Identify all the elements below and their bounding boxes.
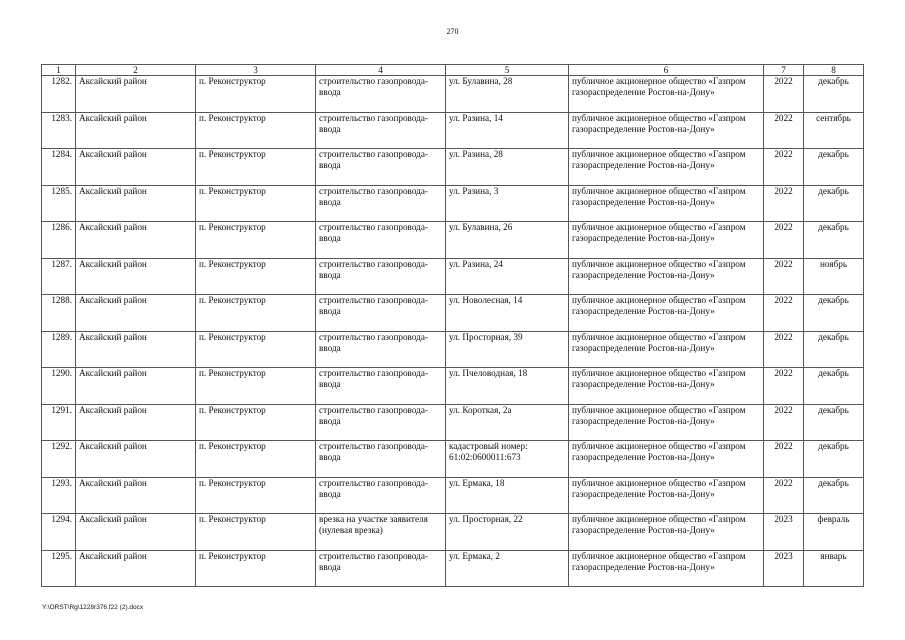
year-cell: 2022 — [764, 185, 804, 222]
month-cell: декабрь — [804, 368, 864, 405]
row-number: 1292. — [42, 441, 76, 478]
table-row — [42, 222, 864, 259]
organization-cell: публичное акционерное общество «Газпром газораспределение Ростов-на-Дону» — [569, 258, 764, 295]
organization-cell: публичное акционерное общество «Газпром газораспределение Ростов-на-Дону» — [569, 222, 764, 259]
year-cell: 2022 — [764, 149, 804, 186]
work-cell: строительство газопровода-ввода — [316, 477, 446, 514]
year-cell: 2022 — [764, 112, 804, 149]
year-cell: 2022 — [764, 331, 804, 368]
work-cell: строительство газопровода-ввода — [316, 295, 446, 332]
work-cell: строительство газопровода-ввода — [316, 149, 446, 186]
address-cell: ул. Булавина, 26 — [446, 222, 569, 259]
header-cell: 7 — [764, 65, 804, 76]
header-cell: 4 — [316, 65, 446, 76]
work-cell: строительство газопровода-ввода — [316, 112, 446, 149]
table-row — [42, 441, 864, 478]
row-number: 1283. — [42, 112, 76, 149]
work-cell: строительство газопровода-ввода — [316, 76, 446, 113]
row-number: 1291. — [42, 404, 76, 441]
district-cell: Аксайский район — [76, 514, 196, 551]
month-cell: январь — [804, 550, 864, 587]
organization-cell: публичное акционерное общество «Газпром газораспределение Ростов-на-Дону» — [569, 331, 764, 368]
organization-cell: публичное акционерное общество «Газпром газораспределение Ростов-на-Дону» — [569, 404, 764, 441]
settlement-cell: п. Реконструктор — [196, 404, 316, 441]
row-number: 1294. — [42, 514, 76, 551]
table-row — [42, 149, 864, 186]
year-cell: 2022 — [764, 404, 804, 441]
work-cell: строительство газопровода-ввода — [316, 368, 446, 405]
month-cell: декабрь — [804, 76, 864, 113]
district-cell: Аксайский район — [76, 295, 196, 332]
month-cell: февраль — [804, 514, 864, 551]
row-number: 1286. — [42, 222, 76, 259]
district-cell: Аксайский район — [76, 149, 196, 186]
settlement-cell: п. Реконструктор — [196, 222, 316, 259]
table-row — [42, 331, 864, 368]
address-cell: ул. Просторная, 22 — [446, 514, 569, 551]
address-cell: ул. Новолесная, 14 — [446, 295, 569, 332]
address-cell: ул. Разина, 3 — [446, 185, 569, 222]
row-number: 1290. — [42, 368, 76, 405]
settlement-cell: п. Реконструктор — [196, 76, 316, 113]
file-path-footer: Y:\ORST\Rg\1228r376.f22 (2).docx — [42, 604, 144, 611]
year-cell: 2022 — [764, 368, 804, 405]
year-cell: 2023 — [764, 514, 804, 551]
row-number: 1288. — [42, 295, 76, 332]
year-cell: 2022 — [764, 441, 804, 478]
work-cell: строительство газопровода-ввода — [316, 258, 446, 295]
month-cell: декабрь — [804, 185, 864, 222]
year-cell: 2022 — [764, 258, 804, 295]
district-cell: Аксайский район — [76, 76, 196, 113]
organization-cell: публичное акционерное общество «Газпром газораспределение Ростов-на-Дону» — [569, 514, 764, 551]
district-cell: Аксайский район — [76, 331, 196, 368]
district-cell: Аксайский район — [76, 441, 196, 478]
table-row — [42, 404, 864, 441]
header-cell: 2 — [76, 65, 196, 76]
table-row — [42, 258, 864, 295]
table-row — [42, 112, 864, 149]
month-cell: декабрь — [804, 222, 864, 259]
year-cell: 2022 — [764, 477, 804, 514]
work-cell: строительство газопровода-ввода — [316, 185, 446, 222]
month-cell: декабрь — [804, 404, 864, 441]
settlement-cell: п. Реконструктор — [196, 258, 316, 295]
district-cell: Аксайский район — [76, 258, 196, 295]
month-cell: декабрь — [804, 477, 864, 514]
settlement-cell: п. Реконструктор — [196, 331, 316, 368]
month-cell: ноябрь — [804, 258, 864, 295]
district-cell: Аксайский район — [76, 112, 196, 149]
work-cell: строительство газопровода-ввода — [316, 404, 446, 441]
address-cell: ул. Ермака, 18 — [446, 477, 569, 514]
organization-cell: публичное акционерное общество «Газпром газораспределение Ростов-на-Дону» — [569, 550, 764, 587]
table-row — [42, 185, 864, 222]
gasification-table — [41, 64, 864, 587]
address-cell: ул. Короткая, 2а — [446, 404, 569, 441]
organization-cell: публичное акционерное общество «Газпром газораспределение Ростов-на-Дону» — [569, 76, 764, 113]
address-cell: ул. Разина, 28 — [446, 149, 569, 186]
table-row — [42, 295, 864, 332]
month-cell: сентябрь — [804, 112, 864, 149]
month-cell: декабрь — [804, 441, 864, 478]
settlement-cell: п. Реконструктор — [196, 550, 316, 587]
organization-cell: публичное акционерное общество «Газпром газораспределение Ростов-на-Дону» — [569, 368, 764, 405]
table-row — [42, 477, 864, 514]
settlement-cell: п. Реконструктор — [196, 514, 316, 551]
table-row — [42, 368, 864, 405]
settlement-cell: п. Реконструктор — [196, 295, 316, 332]
row-number: 1289. — [42, 331, 76, 368]
district-cell: Аксайский район — [76, 185, 196, 222]
district-cell: Аксайский район — [76, 550, 196, 587]
work-cell: строительство газопровода-ввода — [316, 441, 446, 478]
page-number: 270 — [446, 27, 459, 36]
header-cell: 1 — [42, 65, 76, 76]
header-cell: 3 — [196, 65, 316, 76]
year-cell: 2023 — [764, 550, 804, 587]
district-cell: Аксайский район — [76, 222, 196, 259]
address-cell: ул. Разина, 24 — [446, 258, 569, 295]
address-cell: кадастровый номер: 61:02:0600011:673 — [446, 441, 569, 478]
organization-cell: публичное акционерное общество «Газпром газораспределение Ростов-на-Дону» — [569, 295, 764, 332]
settlement-cell: п. Реконструктор — [196, 441, 316, 478]
header-row — [42, 65, 864, 76]
table-row — [42, 550, 864, 587]
row-number: 1284. — [42, 149, 76, 186]
work-cell: строительство газопровода-ввода — [316, 550, 446, 587]
work-cell: строительство газопровода-ввода — [316, 331, 446, 368]
organization-cell: публичное акционерное общество «Газпром газораспределение Ростов-на-Дону» — [569, 441, 764, 478]
header-cell: 8 — [804, 65, 864, 76]
district-cell: Аксайский район — [76, 477, 196, 514]
year-cell: 2022 — [764, 295, 804, 332]
district-cell: Аксайский район — [76, 368, 196, 405]
settlement-cell: п. Реконструктор — [196, 368, 316, 405]
district-cell: Аксайский район — [76, 404, 196, 441]
work-cell: врезка на участке заявителя (нулевая врезка) — [316, 514, 446, 551]
table-row — [42, 514, 864, 551]
settlement-cell: п. Реконструктор — [196, 112, 316, 149]
address-cell: ул. Пчеловодная, 18 — [446, 368, 569, 405]
organization-cell: публичное акционерное общество «Газпром газораспределение Ростов-на-Дону» — [569, 149, 764, 186]
row-number: 1295. — [42, 550, 76, 587]
row-number: 1293. — [42, 477, 76, 514]
settlement-cell: п. Реконструктор — [196, 185, 316, 222]
month-cell: декабрь — [804, 331, 864, 368]
row-number: 1287. — [42, 258, 76, 295]
address-cell: ул. Булавина, 28 — [446, 76, 569, 113]
work-cell: строительство газопровода-ввода — [316, 222, 446, 259]
address-cell: ул. Ермака, 2 — [446, 550, 569, 587]
table-row — [42, 76, 864, 113]
address-cell: ул. Просторная, 39 — [446, 331, 569, 368]
header-cell: 6 — [569, 65, 764, 76]
header-cell: 5 — [446, 65, 569, 76]
settlement-cell: п. Реконструктор — [196, 477, 316, 514]
year-cell: 2022 — [764, 222, 804, 259]
row-number: 1285. — [42, 185, 76, 222]
month-cell: декабрь — [804, 149, 864, 186]
organization-cell: публичное акционерное общество «Газпром газораспределение Ростов-на-Дону» — [569, 112, 764, 149]
row-number: 1282. — [42, 76, 76, 113]
organization-cell: публичное акционерное общество «Газпром газораспределение Ростов-на-Дону» — [569, 185, 764, 222]
settlement-cell: п. Реконструктор — [196, 149, 316, 186]
organization-cell: публичное акционерное общество «Газпром газораспределение Ростов-на-Дону» — [569, 477, 764, 514]
month-cell: декабрь — [804, 295, 864, 332]
address-cell: ул. Разина, 14 — [446, 112, 569, 149]
year-cell: 2022 — [764, 76, 804, 113]
